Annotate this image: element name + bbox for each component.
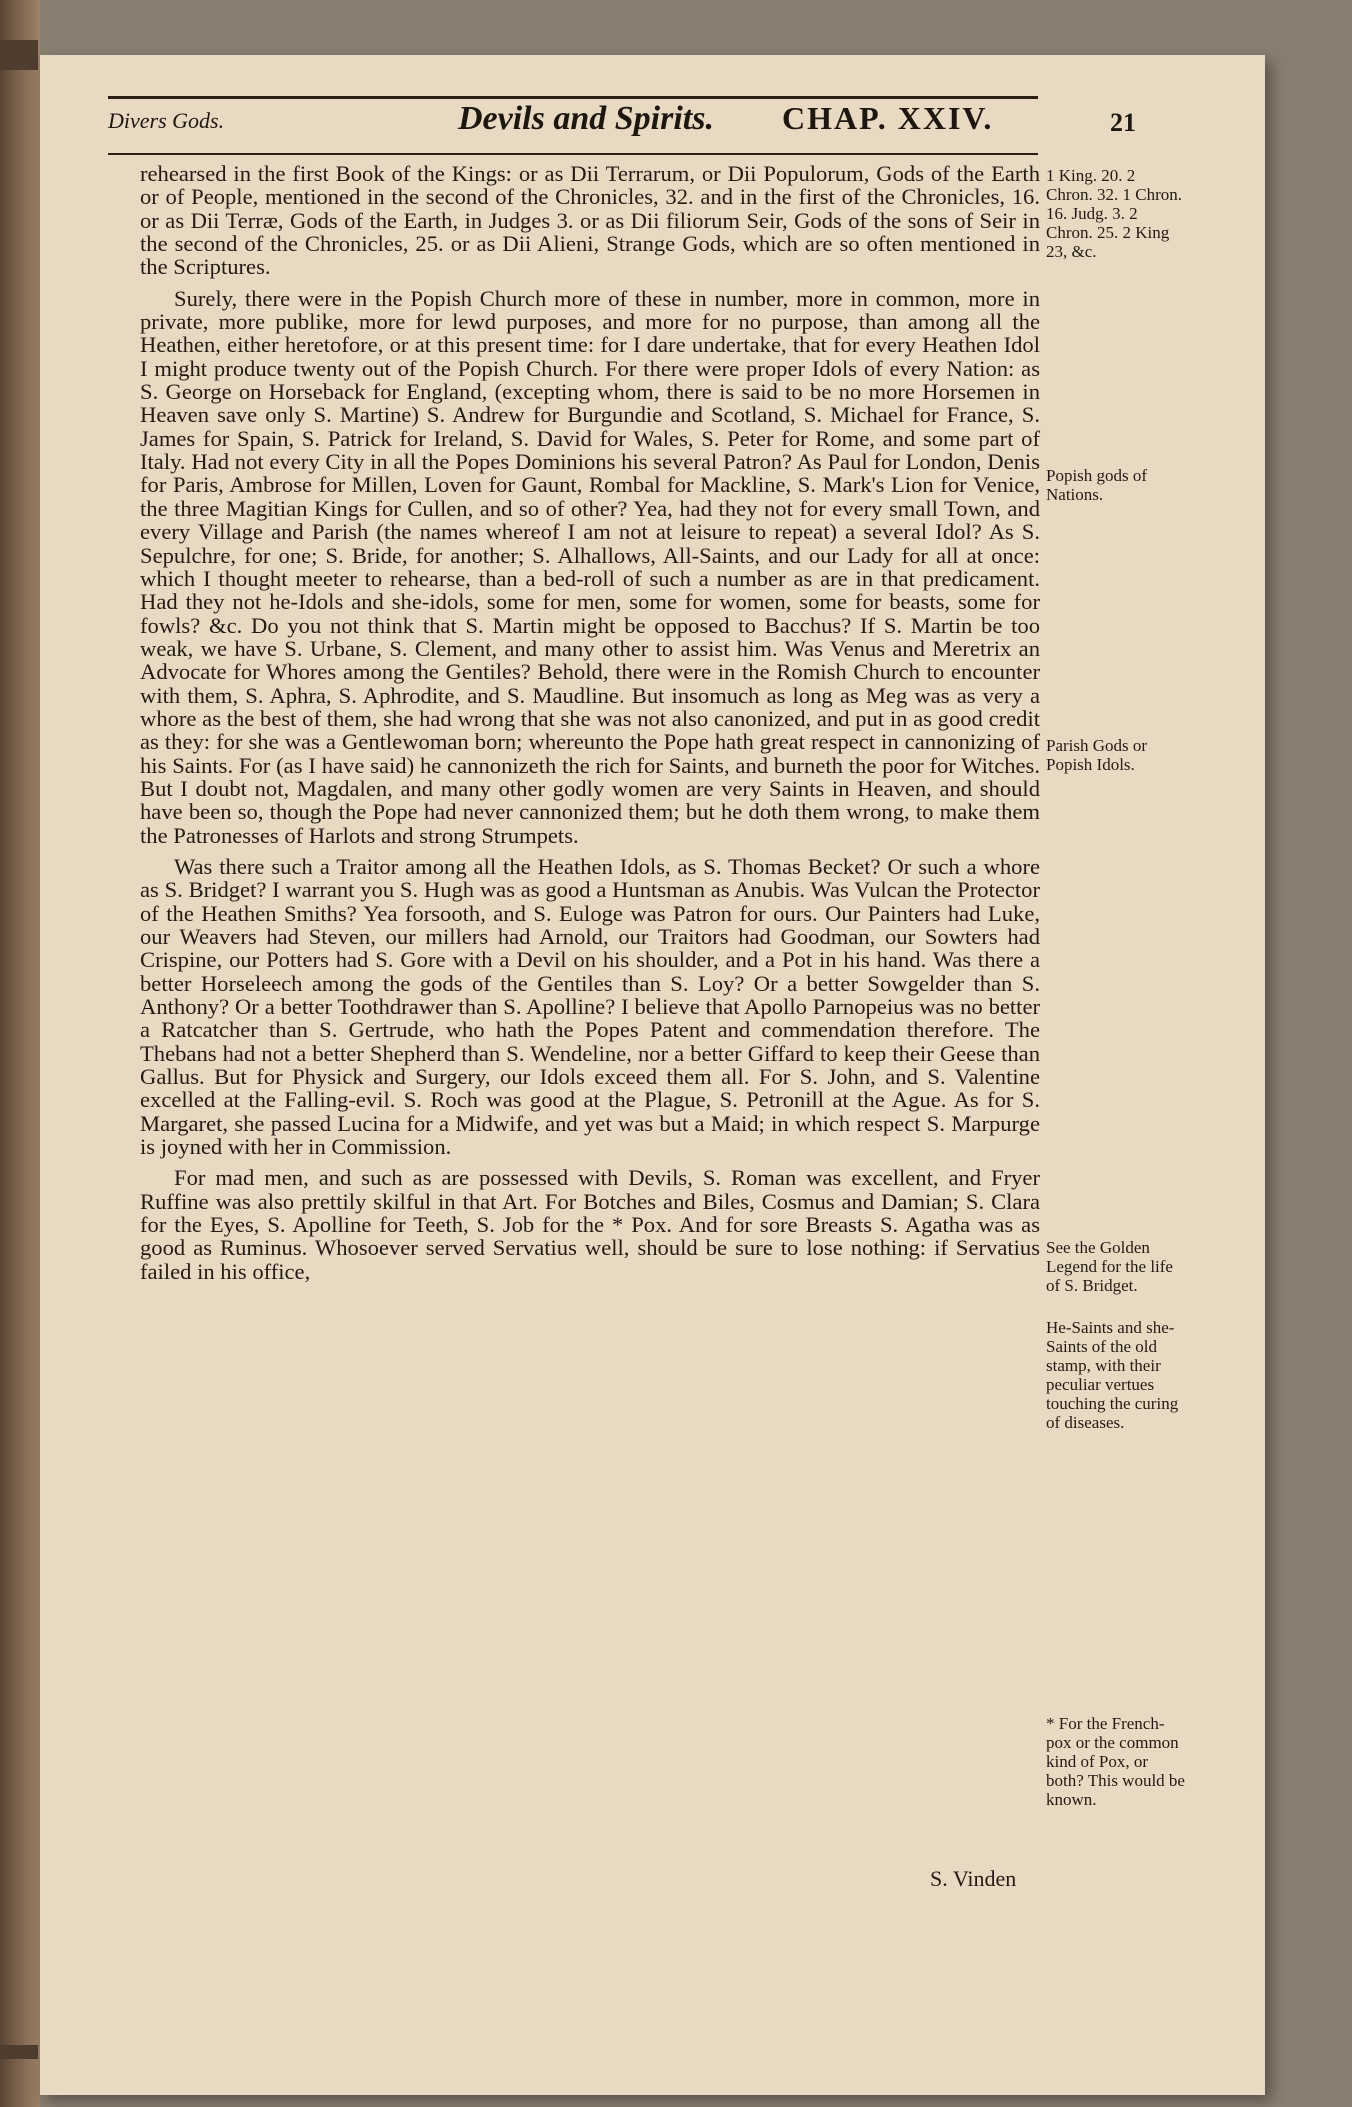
paragraph-4: For mad men, and such as are possessed with Devils, S. Roman was excellent, and Fryer Ruffine was also prettily skilful in that Art. For Botches and Biles, Cosmus and Damian; S. Clara for the Eyes, S. Apolline for Teeth, S. Job for the * Pox. And for sore Breasts S. Agatha was as good as Ruminus. Whosoever served Servatius well, should be sure to lose nothing: if Servatius failed in his office, (140, 1165, 1040, 1284)
header-rule-top (108, 96, 1038, 99)
marginal-note-golden-legend: See the Golden Legend for the life of S. Bridget. (1046, 1238, 1173, 1295)
marginal-note-saints: He-Saints and she-Saints of the old stamp, with their peculiar vertues touching the curing of diseases. (1046, 1318, 1179, 1432)
page-number: 21 (1110, 108, 1136, 137)
spine-tab (0, 40, 38, 70)
marginal-note-pox: * For the French-pox or the common kind of Pox, or both? This would be known. (1046, 1714, 1185, 1809)
running-head-chapter: CHAP. XXIV. (782, 100, 994, 136)
paragraph-3: Was there such a Traitor among all the Heathen Idols, as S. Thomas Becket? Or such a whore as S. Bridget? I warrant you S. Hugh was as good a Huntsman as Anubis. Was Vulcan the Protector of the Heathen Smiths? Yea forsooth, and S. Euloge was Patron for ours. Our Painters had Luke, our Weavers had Steven, our millers had Arnold, our Traitors had Goodman, our Sowters had Crispine, our Potters had S. Gore with a Devil on his shoulder, and a Pot in his hand. Was there a better Horseleech among the gods of the Gentiles than S. Loy? Or a better Sowgelder than S. Anthony? Or a better Toothdrawer than S. Apolline? I believe that Apollo Parnopeius was no better a Ratcatcher than S. Gertrude, who hath the Popes Patent and commendation therefore. The Thebans had not a better Shepherd than S. Wendeline, nor a better Giffard to keep their Geese than Gallus. But for Physick and Surgery, our Idols exceed them all. For S. John, and S. Valentine excelled at the Falling-evil. S. Roch was good at the Plague, S. Petronill at the Ague. As for S. Margaret, she passed Lucina for a Midwife, and yet was but a Maid; in which respect S. Marpurge is joyned with her in Commission. (140, 853, 1040, 1160)
spine-tab-bottom (0, 2045, 38, 2059)
catchword: S. Vinden (930, 1866, 1017, 1891)
paragraph-1: rehearsed in the first Book of the Kings: or as Dii Terrarum, or Dii Populorum, Gods of the Earth or of People, mentioned in the second of the Chronicles, 32. and in the first of the Chronicles, 16. or as Dii Terræ, Gods of the Earth, in Judges 3. or as Dii filiorum Seir, Gods of the sons of Seir in the second of the Chronicles, 25. or as Dii Alieni, Strange Gods, which are so often mentioned in the Scriptures. (140, 161, 1040, 280)
book-spine (0, 0, 40, 2107)
marginal-note-parish: Parish Gods or Popish Idols. (1046, 736, 1148, 774)
running-head-left: Divers Gods. (108, 108, 225, 133)
paragraph-2: Surely, there were in the Popish Church more of these in number, more in common, more in private, more publike, more for lewd purposes, and more for no purpose, than among all the Heathen, either heretofore, or at this present time: for I dare undertake, that for every Heathen Idol I might produce twenty out of the Popish Church. For there were proper Idols of every Nation: as S. George on Horseback for England, (excepting whom, there is said to be no more Horsemen in Heaven save only S. Martine) S. Andrew for Burgundie and Scotland, S. Michael for France, S. James for Spain, S. Patrick for Ireland, S. David for Wales, S. Peter for Rome, and some part of Italy. Had not every City in all the Popes Dominions his several Patron? As Paul for London, Denis for Paris, Ambrose for Millen, Loven for Gaunt, Rombal for Mackline, S. Mark's Lion for Venice, the three Magitian Kings for Cullen, and so of other? Yea, had they not for every small Town, and every Village and Parish (the names whereof I am not at leisure to repeat) a several Idol? As S. Sepulchre, for one; S. Bride, for another; S. Alhallows, All-Saints, and our Lady for all at once: which I thought meeter to rehearse, than a bed-roll of such a number as are in that predicament. Had they not he-Idols and she-idols, some for men, some for women, some for beasts, some for fowls? &c. Do you not think that S. Martin might be opposed to Bacchus? If S. Martin be too weak, we have S. Urbane, S. Clement, and many other to assist him. Was Venus and Meretrix an Advocate for Whores among the Gentiles? Behold, there were in the Romish Church to encounter with them, S. Aphra, S. Aphrodite, and S. Maudline. But insomuch as long as Meg was as very a whore as the best of them, she had wrong that she was not also canonized, and put in as good credit as they: for she was a Gentlewoman born; whereunto the Pope hath great respect in cannonizing of his Saints. For (as I have said) he cannonizeth the rich for Saints, and burneth the poor for Witches. But I doubt not, Magdalen, and many other godly women are very Saints in Heaven, and should have been so, though the Pope had never cannonized them; but he doth them wrong, to make them the Patronesses of Harlots and strong Strumpets. (140, 285, 1040, 848)
running-head-title: Devils and Spirits. (458, 100, 714, 137)
body-text (140, 162, 1040, 1291)
marginal-note-nations: Popish gods of Nations. (1046, 466, 1148, 504)
marginal-note-references: 1 King. 20. 2 Chron. 32. 1 Chron. 16. Judg. 3. 2 Chron. 25. 2 King 23, &c. (1046, 166, 1182, 261)
header-rule-bottom (108, 153, 1038, 155)
